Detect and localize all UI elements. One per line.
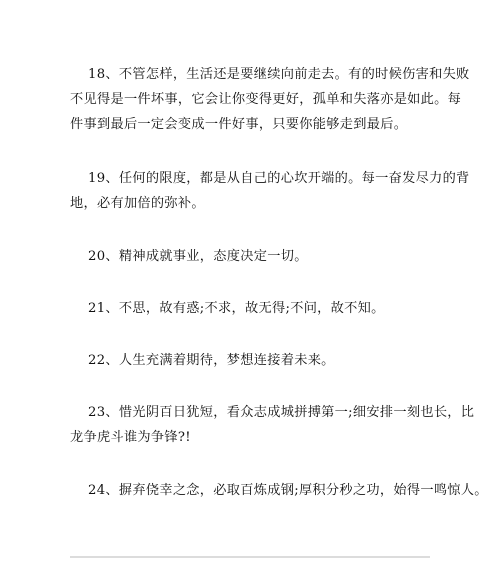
paragraph-line: 龙争虎斗谁为争锋?! bbox=[70, 430, 191, 445]
paragraph-18 bbox=[70, 62, 470, 137]
paragraph-line: 18、不管怎样，生活还是要继续向前走去。有的时候伤害和失败 bbox=[88, 67, 470, 82]
paragraph-line: 20、精神成就事业，态度决定一切。 bbox=[88, 249, 308, 264]
paragraph-23 bbox=[70, 400, 475, 450]
paragraph-line: 24、摒弃侥幸之念，必取百炼成钢;厚积分秒之功，始得一鸣惊人。 bbox=[88, 483, 488, 498]
paragraph-line: 地，必有加倍的弥补。 bbox=[70, 196, 205, 211]
paragraph-line: 19、任何的限度，都是从自己的心坎开端的。每一奋发尽力的背 bbox=[88, 171, 470, 186]
paragraph-19 bbox=[70, 166, 470, 216]
paragraph-21 bbox=[70, 296, 440, 321]
faded-text-fragment bbox=[70, 551, 440, 561]
paragraph-line: 不见得是一件坏事，它会让你变得更好，孤单和失落亦是如此。每 bbox=[70, 92, 462, 107]
paragraph-line: 22、人生充满着期待，梦想连接着未来。 bbox=[88, 353, 335, 368]
paragraph-20 bbox=[70, 244, 440, 269]
paragraph-line: 23、惜光阴百日犹短，看众志成城拼搏第一;细安排一刻也长，比 bbox=[88, 405, 475, 420]
paragraph-line: 件事到最后一定会变成一件好事，只要你能够走到最后。 bbox=[70, 117, 408, 132]
faded-line bbox=[70, 556, 430, 558]
paragraph-24 bbox=[70, 478, 488, 503]
paragraph-line: 21、不思，故有惑;不求，故无得;不问，故不知。 bbox=[88, 301, 385, 316]
paragraph-22 bbox=[70, 348, 440, 373]
